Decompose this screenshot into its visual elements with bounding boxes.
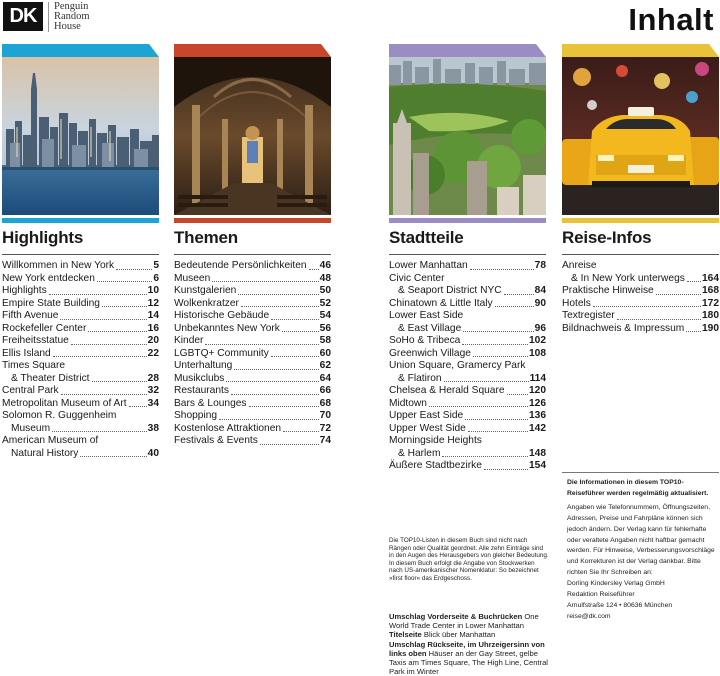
- toc-entry-label: Freiheitsstatue: [2, 335, 69, 346]
- toc-entry-label: Empire State Building: [2, 297, 100, 309]
- toc-entry-label: Willkommen in New York: [2, 260, 115, 271]
- section-themen: [174, 44, 331, 448]
- leader-dots: [234, 369, 318, 370]
- info-body: Angaben wie Telefonnummern, Öffnungszeiten, Adressen, Preise und Fahrpläne können sich jedoch ändern. Der Verlag kann für fehlerhafte oder veraltete Angaben nicht haftbar gemacht werden. Für Hinweise, Verbesserungsvorschläge und Korrekturen ist der Verlag dankbar. Bitte richten Sie Ihr Schreiben an:: [567, 503, 715, 577]
- toc-entry-label: Highlights: [2, 285, 47, 296]
- leader-dots: [205, 344, 318, 345]
- toc-entry-label: Anreise: [562, 260, 597, 271]
- toc-entry-label-cont: & Harlem: [398, 447, 441, 459]
- toc-entry-label: Civic Center: [389, 272, 445, 284]
- toc-entry-label: Restaurants: [174, 385, 229, 396]
- toc-entry-label: Lower Manhattan: [389, 260, 468, 271]
- section-tab: [389, 44, 546, 57]
- toc-entry[interactable]: [2, 310, 159, 323]
- toc-entry-page: 58: [319, 335, 331, 346]
- toc-entry-page: 68: [319, 397, 331, 409]
- toc-entry-page: 126: [529, 397, 546, 409]
- leader-dots: [271, 319, 319, 320]
- toc-entry-label: Wolkenkratzer: [174, 297, 239, 309]
- leader-dots: [49, 294, 147, 295]
- leader-dots: [686, 331, 701, 332]
- toc-entry-page: 60: [319, 347, 331, 359]
- leader-dots: [465, 419, 528, 420]
- toc-entry[interactable]: [2, 348, 159, 361]
- toc-entry-page: 6: [153, 272, 159, 284]
- toc-entry[interactable]: [389, 460, 546, 473]
- toc-entry[interactable]: [2, 260, 159, 273]
- toc-entry-page: 148: [529, 447, 546, 459]
- publisher-address: Dorling Kindersley Verlag GmbH Redaktion Reiseführer Arnulfstraße 124 • 80636 München reise@dk.com: [567, 579, 717, 623]
- toc-entry[interactable]: [562, 298, 719, 311]
- toc-entry[interactable]: [174, 385, 331, 398]
- leader-dots: [470, 269, 534, 270]
- toc-entry-page: 136: [529, 410, 546, 421]
- toc-entry-label: Kostenlose Attraktionen: [174, 422, 282, 434]
- toc-entry-label: Bildnachweis & Impressum: [562, 322, 685, 334]
- publisher-logo: [3, 2, 90, 32]
- toc-entry-label: Kinder: [174, 335, 204, 346]
- section-title: Stadtteile: [389, 228, 464, 247]
- toc-entry-label: Fifth Avenue: [2, 310, 59, 321]
- info-lead: Die Informationen in diesem TOP10-Reiseführer werden regelmäßig aktualisiert.: [567, 479, 709, 497]
- leader-dots: [52, 431, 147, 432]
- toc-list: [174, 260, 331, 448]
- toc-entry-label: Ellis Island: [2, 347, 51, 359]
- toc-entry[interactable]: [562, 323, 719, 336]
- leader-dots: [495, 306, 534, 307]
- toc-entry[interactable]: [389, 260, 546, 273]
- toc-entry-label-cont: Natural History: [11, 447, 79, 459]
- leader-dots: [53, 356, 147, 357]
- section-tab: [2, 44, 159, 57]
- leader-dots: [504, 294, 534, 295]
- toc-entry[interactable]: [2, 435, 159, 460]
- toc-entry[interactable]: [389, 335, 546, 348]
- leader-dots: [462, 344, 528, 345]
- leader-dots: [260, 444, 319, 445]
- toc-entry[interactable]: [174, 298, 331, 311]
- toc-entry[interactable]: [174, 285, 331, 298]
- toc-entry-page: 10: [147, 285, 159, 296]
- toc-entry-page: 154: [529, 460, 546, 471]
- toc-entry-page: 78: [534, 260, 546, 271]
- toc-entry-page: 32: [147, 385, 159, 396]
- toc-entry[interactable]: [389, 348, 546, 361]
- toc-entry-label: American Museum of: [2, 435, 99, 446]
- toc-entry-label: Historische Gebäude: [174, 310, 270, 321]
- toc-entry-label: Musikclubs: [174, 372, 225, 384]
- toc-entry-page: 46: [319, 260, 331, 271]
- toc-list: [389, 260, 546, 473]
- credit-line: Umschlag Rückseite, im Uhrzeigersinn von links oben Häuser an der Gay Street, gelbe Taxis am Times Square, The High Line, Central Park im Winter: [389, 639, 548, 676]
- leader-dots: [80, 456, 146, 457]
- toc-entry[interactable]: [174, 348, 331, 361]
- toc-entry-label: Chinatown & Little Italy: [389, 297, 493, 309]
- toc-entry-page: 64: [319, 372, 331, 384]
- leader-dots: [271, 356, 319, 357]
- toc-entry-page: 62: [319, 360, 331, 371]
- leader-dots: [429, 406, 528, 407]
- leader-dots: [282, 331, 319, 332]
- section-title: Reise-Infos: [562, 228, 652, 247]
- toc-entry-page: 52: [319, 297, 331, 309]
- toc-entry-page: 56: [319, 322, 331, 334]
- leader-dots: [617, 319, 701, 320]
- toc-entry-label: Bars & Lounges: [174, 397, 247, 409]
- section-highlights: [2, 44, 159, 460]
- toc-entry[interactable]: [389, 410, 546, 423]
- leader-dots: [231, 394, 319, 395]
- toc-entry[interactable]: [2, 335, 159, 348]
- toc-entry-label-cont: & In New York unterwegs: [571, 272, 685, 284]
- toc-entry[interactable]: [2, 323, 159, 336]
- leader-dots: [102, 306, 147, 307]
- toc-entry-label: Museen: [174, 272, 211, 284]
- toc-entry[interactable]: [174, 310, 331, 323]
- section-color-bar: [562, 218, 719, 223]
- toc-entry[interactable]: [2, 285, 159, 298]
- toc-entry-label: Rockefeller Center: [2, 322, 87, 334]
- toc-entry-label: Bedeutende Persönlichkeiten: [174, 260, 307, 271]
- toc-entry[interactable]: [174, 260, 331, 273]
- toc-entry[interactable]: [2, 385, 159, 398]
- toc-entry-page: 66: [319, 385, 331, 396]
- toc-entry[interactable]: [174, 335, 331, 348]
- publisher-name: Penguin Random House: [54, 1, 90, 32]
- toc-entry[interactable]: [389, 423, 546, 436]
- toc-entry-label: Shopping: [174, 410, 218, 421]
- toc-list: [562, 260, 719, 335]
- toc-entry-label: Union Square, Gramercy Park: [389, 360, 526, 371]
- toc-entry[interactable]: [174, 435, 331, 448]
- toc-entry[interactable]: [174, 423, 331, 436]
- toc-entry[interactable]: [2, 360, 159, 385]
- toc-entry[interactable]: [2, 273, 159, 286]
- leader-dots: [249, 406, 319, 407]
- toc-entry-page: 40: [147, 447, 159, 459]
- toc-entry[interactable]: [174, 323, 331, 336]
- toc-entry-label: Unterhaltung: [174, 360, 233, 371]
- toc-entry-page: 172: [702, 297, 719, 309]
- leader-dots: [473, 356, 528, 357]
- toc-entry-label-cont: Museum: [11, 422, 51, 434]
- toc-entry-page: 12: [147, 297, 159, 309]
- toc-entry-label-cont: & Flatiron: [398, 372, 442, 384]
- toc-entry-page: 50: [319, 285, 331, 296]
- toc-entry-label: Times Square: [2, 360, 66, 371]
- section-color-bar: [174, 218, 331, 223]
- section-stadtteile: [389, 44, 546, 473]
- toc-entry[interactable]: [389, 310, 546, 335]
- section-reise-infos: [562, 44, 719, 335]
- leader-dots: [71, 344, 147, 345]
- toc-entry[interactable]: [174, 360, 331, 373]
- publisher-email: reise@dk.com: [567, 612, 611, 620]
- toc-entry-label: Greenwich Village: [389, 347, 471, 359]
- update-info-box: [562, 472, 719, 672]
- leader-dots: [226, 381, 318, 382]
- section-tab: [174, 44, 331, 57]
- section-title: Themen: [174, 228, 238, 247]
- toc-entry-page: 14: [147, 310, 159, 321]
- toc-entry-label: Metropolitan Museum of Art: [2, 397, 127, 409]
- leader-dots: [656, 294, 701, 295]
- toc-entry-label: Upper West Side: [389, 422, 466, 434]
- toc-entry-label: Kunstgalerien: [174, 285, 237, 296]
- leader-dots: [212, 281, 318, 282]
- toc-entry-page: 70: [319, 410, 331, 421]
- toc-entry-page: 20: [147, 335, 159, 346]
- toc-entry-page: 142: [529, 422, 546, 434]
- leader-dots: [444, 381, 529, 382]
- toc-entry-label: Unbekanntes New York: [174, 322, 280, 334]
- toc-entry-label: Lower East Side: [389, 310, 464, 321]
- leader-dots: [219, 419, 319, 420]
- toc-entry[interactable]: [389, 298, 546, 311]
- toc-entry-page: 54: [319, 310, 331, 321]
- top10-note: Die TOP10-Listen in diesem Buch sind nicht nach Rängen oder Qualität geordnet. Alle zehn Einträge sind in den Augen des Herausgebers von gleicher Bedeutung. In diesem Buch erfolgt die Angabe von Stockwerken nach US-amerikanischer Nomenklatur: So bezeichnet »first floor« das Erdgeschoss.: [389, 537, 549, 582]
- toc-entry[interactable]: [174, 398, 331, 411]
- toc-entry[interactable]: [174, 273, 331, 286]
- toc-entry-page: 28: [147, 372, 159, 384]
- leader-dots: [687, 281, 701, 282]
- toc-entry-label: Textregister: [562, 310, 615, 321]
- section-title: Highlights: [2, 228, 84, 247]
- leader-dots: [463, 331, 533, 332]
- toc-entry-label: Central Park: [2, 385, 59, 396]
- toc-entry[interactable]: [174, 373, 331, 386]
- toc-entry[interactable]: [174, 410, 331, 423]
- toc-entry-label-cont: & Theater District: [11, 372, 90, 384]
- toc-entry-page: 114: [529, 372, 546, 384]
- toc-entry-label: Morningside Heights: [389, 435, 482, 446]
- leader-dots: [129, 406, 147, 407]
- cover-credits: [389, 612, 549, 676]
- divider: [2, 254, 159, 255]
- toc-entry-page: 90: [534, 297, 546, 309]
- leader-dots: [61, 394, 147, 395]
- toc-entry[interactable]: [562, 310, 719, 323]
- toc-entry[interactable]: [389, 360, 546, 385]
- toc-entry-label: Upper East Side: [389, 410, 464, 421]
- toc-entry-page: 74: [319, 435, 331, 446]
- toc-entry-page: 108: [529, 347, 546, 359]
- dk-logo-mark: DK: [3, 2, 43, 31]
- toc-entry-page: 34: [147, 397, 159, 409]
- toc-entry-label: Festivals & Events: [174, 435, 258, 446]
- credit-line: Titelseite Blick über Manhattan: [389, 630, 496, 640]
- toc-entry-label: Praktische Hinweise: [562, 285, 654, 296]
- toc-entry-page: 102: [529, 335, 546, 346]
- leader-dots: [283, 431, 319, 432]
- leader-dots: [97, 281, 152, 282]
- skyline-photo: [2, 57, 159, 215]
- toc-entry[interactable]: [562, 285, 719, 298]
- leader-dots: [484, 469, 528, 470]
- page-title: Inhalt: [628, 2, 714, 37]
- leader-dots: [593, 306, 701, 307]
- toc-entry-page: 5: [153, 260, 159, 271]
- toc-entry-label: Midtown: [389, 397, 427, 409]
- leader-dots: [468, 431, 528, 432]
- toc-entry-label-cont: & East Village: [398, 322, 462, 334]
- toc-entry-label: LGBTQ+ Community: [174, 347, 269, 359]
- leader-dots: [116, 269, 152, 270]
- divider: [174, 254, 331, 255]
- divider: [389, 254, 546, 255]
- toc-entry-page: 190: [702, 322, 719, 334]
- leader-dots: [309, 269, 319, 270]
- toc-entry-label: SoHo & Tribeca: [389, 335, 461, 346]
- toc-list: [2, 260, 159, 460]
- toc-entry-page: 164: [702, 272, 719, 284]
- logo-divider: [48, 2, 49, 32]
- toc-entry-page: 16: [147, 322, 159, 334]
- toc-entry[interactable]: [562, 260, 719, 285]
- toc-entry-label-cont: & Seaport District NYC: [398, 285, 502, 296]
- toc-entry-label: Chelsea & Herald Square: [389, 385, 505, 396]
- leader-dots: [88, 331, 146, 332]
- leader-dots: [507, 394, 528, 395]
- section-color-bar: [389, 218, 546, 223]
- taxi-photo: [562, 57, 719, 215]
- leader-dots: [442, 456, 528, 457]
- toc-entry[interactable]: [2, 410, 159, 435]
- toc-entry-label: New York entdecken: [2, 272, 95, 284]
- toc-entry-page: 168: [702, 285, 719, 296]
- toc-entry-label: Äußere Stadtbezirke: [389, 460, 482, 471]
- toc-entry-page: 38: [147, 422, 159, 434]
- toc-entry-label: Hotels: [562, 297, 591, 309]
- toc-entry[interactable]: [2, 398, 159, 411]
- toc-entry-page: 84: [534, 285, 546, 296]
- toc-entry[interactable]: [389, 435, 546, 460]
- cathedral-photo: [174, 57, 331, 215]
- toc-entry-page: 22: [147, 347, 159, 359]
- toc-entry[interactable]: [389, 385, 546, 398]
- divider: [562, 254, 719, 255]
- credit-line: Umschlag Vorderseite & Buchrücken One World Trade Center in Lower Manhattan: [389, 612, 539, 631]
- toc-entry-page: 72: [319, 422, 331, 434]
- toc-entry[interactable]: [389, 398, 546, 411]
- section-color-bar: [2, 218, 159, 223]
- toc-entry-page: 48: [319, 272, 331, 284]
- leader-dots: [238, 294, 318, 295]
- section-tab: [562, 44, 719, 57]
- leader-dots: [60, 319, 146, 320]
- toc-entry[interactable]: [389, 273, 546, 298]
- leader-dots: [92, 381, 147, 382]
- toc-entry-page: 96: [534, 322, 546, 334]
- toc-entry[interactable]: [2, 298, 159, 311]
- toc-entry-page: 120: [529, 385, 546, 396]
- leader-dots: [241, 306, 319, 307]
- toc-entry-page: 180: [702, 310, 719, 321]
- central-park-photo: [389, 57, 546, 215]
- toc-entry-label: Solomon R. Guggenheim: [2, 410, 117, 421]
